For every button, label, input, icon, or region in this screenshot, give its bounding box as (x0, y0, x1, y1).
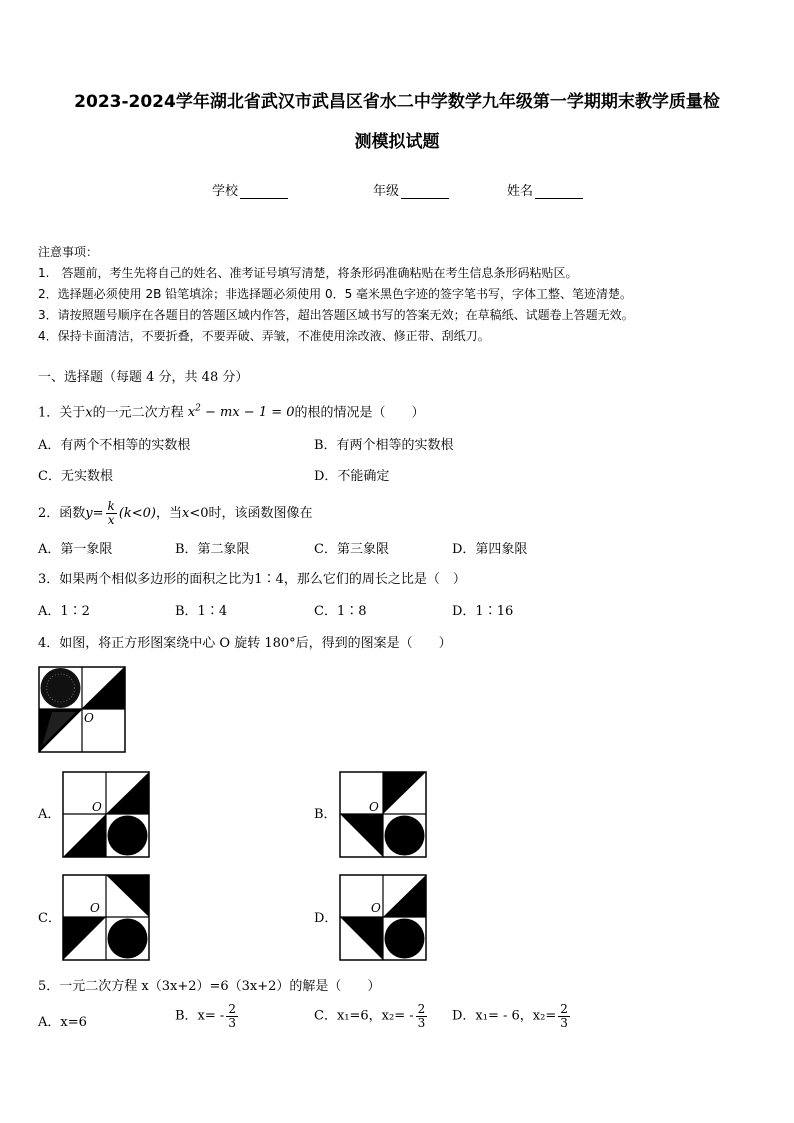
q4-option-d-figure[interactable] (339, 874, 429, 962)
q1-eq-rest: − mx − 1 = 0 (200, 405, 295, 421)
school-field (212, 180, 288, 199)
q4-o-label: O (369, 800, 379, 814)
question-1 (38, 400, 425, 422)
q4-option-c-figure[interactable] (62, 874, 152, 962)
frac-den: 3 (417, 1016, 426, 1030)
q1-eq-sup: 2 (195, 404, 201, 414)
q5-option-b-pre: B．x= - (175, 1008, 225, 1024)
q2-cond: (k<0) (118, 506, 156, 521)
section-heading: 一、选择题（每题 4 分，共 48 分） (38, 370, 249, 385)
q2-x: x (182, 506, 190, 521)
frac-num: 2 (228, 1002, 236, 1016)
question-3: 3．如果两个相似多边形的面积之比为1∶4，那么它们的周长之比是（ ） (38, 572, 466, 587)
q2-text-post: ，当 (156, 506, 183, 521)
q5-option-d-fraction (558, 1003, 570, 1030)
name-field (507, 180, 583, 199)
q2-option-d[interactable]: D．第四象限 (452, 542, 528, 557)
frac-num: 2 (560, 1002, 568, 1016)
q4-option-b-label[interactable]: B． (314, 807, 337, 822)
q4-option-d-label[interactable]: D． (314, 911, 338, 926)
q1-text-mid: 的一元二次方程 (92, 405, 184, 421)
q1-text-pre: 1．关于 (38, 405, 86, 421)
q2-frac-den: x (107, 513, 115, 527)
school-blank (240, 186, 288, 199)
notes-item: 4．保持卡面清洁，不要折叠，不要弄破、弄皱，不准使用涂改液、修正带、刮纸刀。 (38, 329, 490, 343)
q1-option-d[interactable]: D．不能确定 (314, 469, 390, 484)
q1-option-b[interactable]: B．有两个相等的实数根 (314, 438, 454, 453)
q1-option-a[interactable]: A．有两个不相等的实数根 (38, 438, 191, 453)
q5-option-d[interactable] (452, 1003, 572, 1030)
q1-equation (188, 405, 295, 420)
q2-option-c[interactable]: C．第三象限 (314, 542, 389, 557)
q5-option-c-fraction (416, 1003, 428, 1030)
q4-o-label: O (92, 800, 102, 814)
q2-option-a[interactable]: A．第一象限 (38, 542, 113, 557)
page-title-line1: 2023-2024学年湖北省武汉市武昌区省水二中学数学九年级第一学期期末教学质量检 (74, 92, 720, 112)
grade-label: 年级 (373, 184, 400, 199)
frac-num: 2 (417, 1002, 426, 1016)
question-2 (38, 496, 313, 532)
q1-text-post: 的根的情况是（ ） (294, 405, 425, 421)
q2-frac-num: k (107, 499, 115, 513)
q5-option-d-pre: D．x₁= - 6，x₂= (452, 1008, 557, 1024)
q4-option-c-label[interactable]: C． (38, 911, 61, 926)
q5-option-c[interactable] (314, 1003, 429, 1030)
q2-fraction (106, 500, 117, 527)
name-label: 姓名 (507, 184, 534, 199)
q3-option-b[interactable]: B．1∶4 (175, 604, 228, 619)
q2-y: y= (85, 506, 104, 521)
q5-option-b[interactable] (175, 1003, 240, 1030)
q2-text-pre: 2．函数 (38, 506, 86, 521)
notes-item: 3．请按照题号顺序在各题目的答题区域内作答，超出答题区域书写的答案无效；在草稿纸、试题卷上答题无效。 (38, 308, 634, 322)
name-blank (535, 186, 583, 199)
q3-option-d[interactable]: D．1∶16 (452, 604, 514, 619)
question-4: 4．如图，将正方形图案绕中心 O 旋转 180°后，得到的图案是（ ） (38, 636, 452, 651)
q3-option-c[interactable]: C．1∶8 (314, 604, 367, 619)
notes-heading: 注意事项： (38, 245, 99, 259)
frac-den: 3 (560, 1016, 568, 1030)
q1-eq-x: x (187, 405, 196, 421)
notes-item: 2．选择题必须使用 2B 铅笔填涂；非选择题必须使用 0．5 毫米黑色字迹的签字笔书写，字体工整、笔迹清楚。 (38, 287, 633, 301)
q4-option-a-label[interactable]: A． (38, 807, 61, 822)
q2-text-post2: <0时，该函数图像在 (189, 506, 313, 521)
q4-o-label: O (84, 711, 94, 725)
q5-option-a[interactable]: A．x=6 (38, 1015, 87, 1030)
q4-option-b-figure[interactable] (339, 771, 429, 859)
grade-blank (401, 186, 449, 199)
page-title-line2: 测模拟试题 (354, 132, 440, 152)
q4-o-label: O (371, 901, 381, 915)
q4-option-a-figure[interactable] (62, 771, 152, 859)
notes-block (38, 242, 634, 347)
q4-o-label: O (90, 901, 100, 915)
q5-option-c-pre: C．x₁=6，x₂= - (314, 1008, 414, 1024)
q3-option-a[interactable]: A．1∶2 (38, 604, 90, 619)
q2-option-b[interactable]: B．第二象限 (175, 542, 250, 557)
notes-item: 1. 答题前，考生先将自己的姓名、准考证号填写清楚，将条形码准确粘贴在考生信息条形码粘贴区。 (38, 266, 578, 280)
q1-var: x (85, 405, 93, 421)
q5-option-b-fraction (226, 1003, 238, 1030)
question-5: 5．一元二次方程 x（3x+2）=6（3x+2）的解是（ ） (38, 979, 381, 994)
q1-option-c[interactable]: C．无实数根 (38, 469, 113, 484)
grade-field (373, 180, 449, 199)
school-label: 学校 (212, 184, 239, 199)
frac-den: 3 (228, 1016, 236, 1030)
q4-original-figure (38, 666, 128, 754)
